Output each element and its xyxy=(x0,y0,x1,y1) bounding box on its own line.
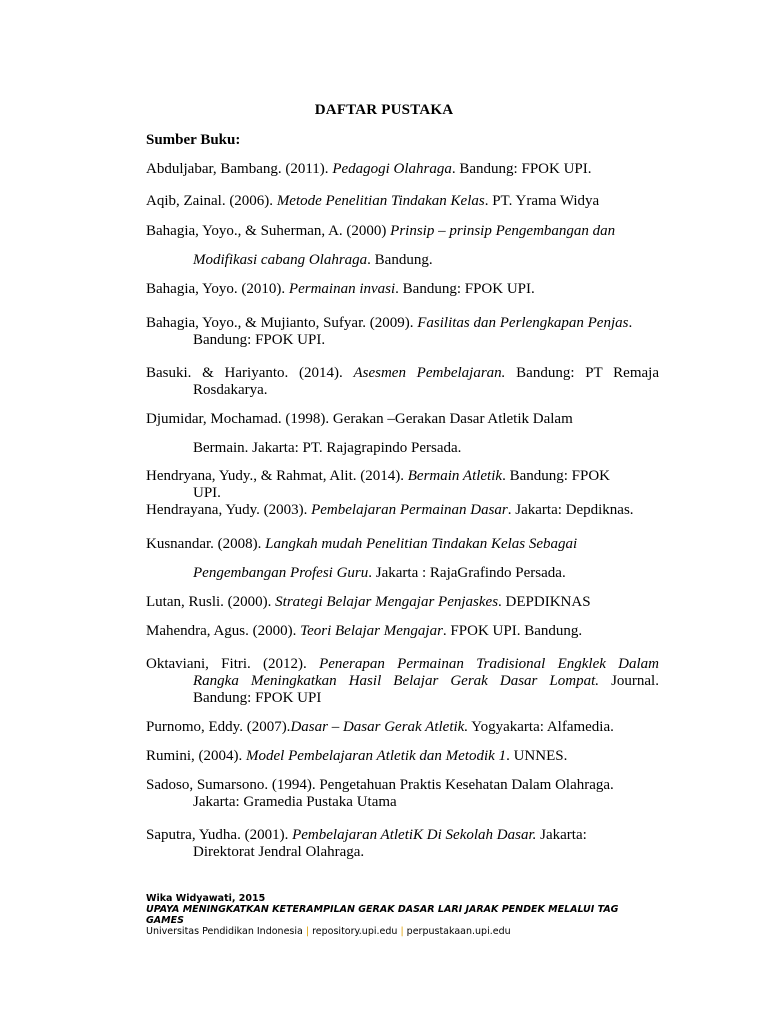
reference-entry: Bahagia, Yoyo., & Suherman, A. (2000) Prinsip – prinsip Pengembangan dan Modifikasi cabang Olahraga. Bandung. xyxy=(146,223,616,268)
footer-library-link[interactable]: perpustakaan.upi.edu xyxy=(406,926,511,937)
reference-entry: Kusnandar. (2008). Langkah mudah Penelitian Tindakan Kelas Sebagai Pengembangan Profesi Guru. Jakarta : RajaGrafindo Persada. xyxy=(146,536,578,581)
footer-separator: | xyxy=(400,926,404,937)
reference-entry: Bahagia, Yoyo., & Mujianto, Sufyar. (2009). Fasilitas dan Perlengkapan Penjas. Bandung: FPOK UPI. xyxy=(146,315,633,348)
reference-entry: Oktaviani, Fitri. (2012). Penerapan Permainan Tradisional Engklek Dalam Rangka Meningkatkan Hasil Belajar Gerak Dasar Lompat. Journal. Bandung: FPOK UPI xyxy=(146,656,659,706)
footer-title: UPAYA MENINGKATKAN KETERAMPILAN GERAK DASAR LARI JARAK PENDEK MELALUI TAG GAMES xyxy=(146,904,619,926)
reference-entry: Mahendra, Agus. (2000). Teori Belajar Mengajar. FPOK UPI. Bandung. xyxy=(146,623,583,639)
reference-entry: Saputra, Yudha. (2001). Pembelajaran AtletiK Di Sekolah Dasar. Jakarta: Direktorat Jendral Olahraga. xyxy=(146,827,587,860)
footer-separator: | xyxy=(305,926,310,937)
reference-entry: Bahagia, Yoyo. (2010). Permainan invasi. Bandung: FPOK UPI. xyxy=(146,281,535,297)
reference-entry: Djumidar, Mochamad. (1998). Gerakan –Gerakan Dasar Atletik Dalam Bermain. Jakarta: PT. Rajagrapindo Persada. xyxy=(146,411,573,456)
footer-university: Universitas Pendidikan Indonesia xyxy=(146,926,303,937)
reference-entry: Rumini, (2004). Model Pembelajaran Atletik dan Metodik 1. UNNES. xyxy=(146,748,568,764)
reference-entry: Abduljabar, Bambang. (2011). Pedagogi Olahraga. Bandung: FPOK UPI. xyxy=(146,161,592,177)
reference-entry: Basuki. & Hariyanto. (2014). Asesmen Pembelajaran. Bandung: PT Remaja Rosdakarya. xyxy=(146,365,659,398)
reference-entry: Sadoso, Sumarsono. (1994). Pengetahuan Praktis Kesehatan Dalam Olahraga. Jakarta: Gramedia Pustaka Utama xyxy=(146,777,614,810)
reference-entry: Hendrayana, Yudy. (2003). Pembelajaran Permainan Dasar. Jakarta: Depdiknas. xyxy=(146,502,634,518)
reference-entry: Hendryana, Yudy., & Rahmat, Alit. (2014). Bermain Atletik. Bandung: FPOK UPI. xyxy=(146,468,610,501)
reference-entry: Lutan, Rusli. (2000). Strategi Belajar Mengajar Penjaskes. DEPDIKNAS xyxy=(146,594,591,610)
footer-links xyxy=(146,926,646,937)
reference-entry: Aqib, Zainal. (2006). Metode Penelitian Tindakan Kelas. PT. Yrama Widya xyxy=(146,193,600,209)
footer-author: Wika Widyawati, 2015 xyxy=(146,893,266,904)
footer-repository-link[interactable]: repository.upi.edu xyxy=(312,926,398,937)
page-title: DAFTAR PUSTAKA xyxy=(314,102,454,118)
reference-entry: Purnomo, Eddy. (2007).Dasar – Dasar Gerak Atletik. Yogyakarta: Alfamedia. xyxy=(146,719,614,735)
page-footer xyxy=(146,893,646,937)
section-heading: Sumber Buku: xyxy=(146,132,241,148)
